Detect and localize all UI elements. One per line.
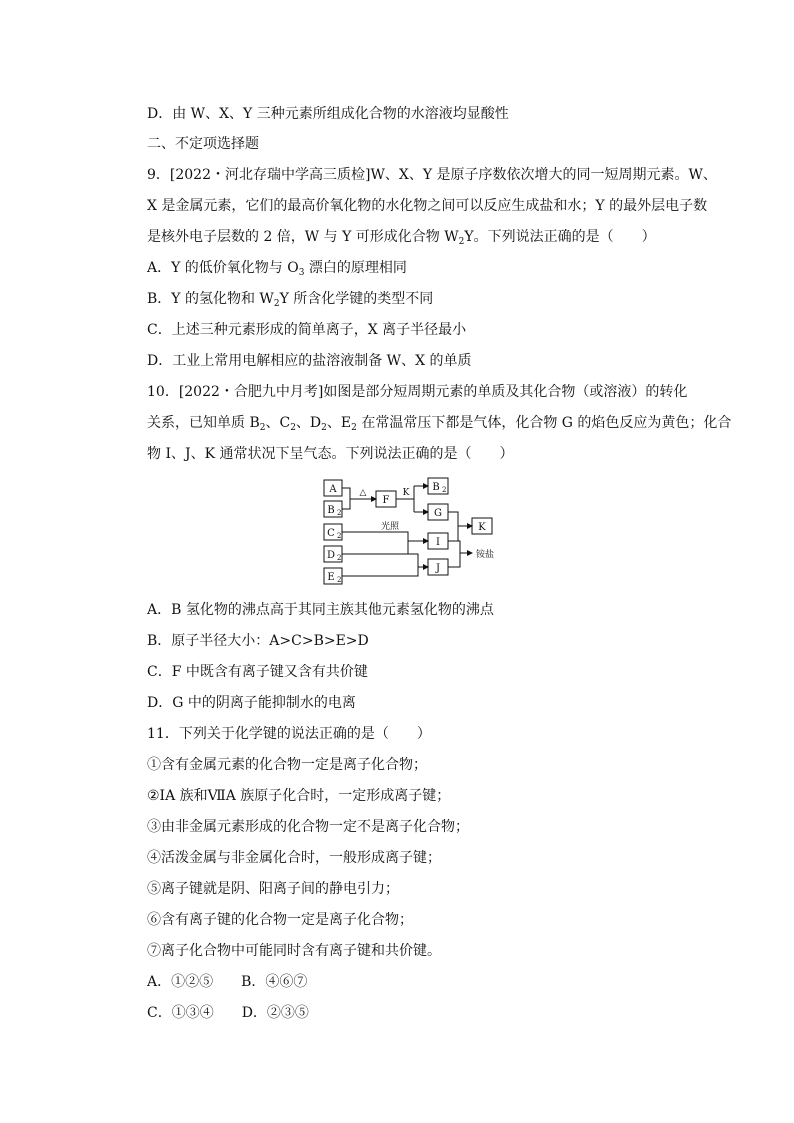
q11-stem: 11．下列关于化学键的说法正确的是（ ） bbox=[147, 726, 431, 742]
q9-option-d: D．工业上常用电解相应的盐溶液制备 W、X 的单质 bbox=[147, 353, 472, 369]
label-c2-sub: 2 bbox=[337, 532, 342, 540]
label-e2: E bbox=[327, 572, 335, 583]
label-g: G bbox=[434, 508, 442, 519]
q11-statement-4: ④活泼金属与非金属化合时，一般形成离子键； bbox=[147, 850, 441, 866]
q11-statement-5: ⑤离子键就是阴、阳离子间的静电引力； bbox=[147, 881, 399, 897]
transformation-diagram bbox=[318, 474, 508, 586]
label-a: A bbox=[329, 484, 337, 495]
label-c2: C bbox=[327, 528, 335, 539]
q11-statement-7: ⑦离子化合物中可能同时含有离子键和共价键。 bbox=[147, 943, 441, 959]
q10-option-b: B．原子半径大小：A>C>B>E>D bbox=[147, 633, 369, 649]
label-b2-sub: 2 bbox=[337, 509, 342, 517]
label-f: F bbox=[382, 495, 390, 506]
prev-option-d: D．由 W、X、Y 三种元素所组成化合物的水溶液均显酸性 bbox=[147, 106, 509, 122]
q10-stem-line2: 关系，已知单质 $B_2$、$C_2$、$D_2$、$E_2$ 在常温常压下都是气体，化合物 G 的焰色反应为黄色；化合 bbox=[147, 415, 732, 433]
q11-options-row1: A．①②⑤ B．④⑥⑦ bbox=[147, 974, 308, 990]
q10-stem-line3: 物 I、J、K 通常状况下呈气态。下列说法正确的是（ ） bbox=[147, 446, 514, 462]
q10-option-c: C．F 中既含有离子键又含有共价键 bbox=[147, 664, 368, 680]
q11-options-row2: C．①③④ D．②③⑤ bbox=[147, 1005, 309, 1021]
q11-statement-6: ⑥含有离子键的化合物一定是离子化合物； bbox=[147, 912, 413, 928]
label-d2: D bbox=[326, 550, 336, 561]
q11-statement-3: ③由非金属元素形成的化合物一定不是离子化合物； bbox=[147, 819, 469, 835]
label-b2-right: B bbox=[432, 482, 440, 493]
q9-option-b: B．Y 的氢化物和 $W_2Y$ 所含化学键的类型不同 bbox=[147, 291, 434, 309]
section-title: 二、不定项选择题 bbox=[147, 136, 259, 152]
q11-statement-1: ①含有金属元素的化合物一定是离子化合物； bbox=[147, 757, 427, 773]
label-i: I bbox=[436, 537, 440, 548]
label-e2-sub: 2 bbox=[337, 576, 342, 584]
q9-stem-line2: X 是金属元素，它们的最高价氧化物的水化物之间可以反应生成盐和水；Y 的最外层电子数 bbox=[147, 198, 708, 214]
label-b2-right-sub: 2 bbox=[442, 486, 447, 494]
q10-stem-line1: 10．[2022・合肥九中月考]如图是部分短周期元素的单质及其化合物（或溶液）的转化 bbox=[147, 384, 688, 400]
reagent-k-label: K bbox=[402, 488, 410, 498]
q10-option-d: D．G 中的阴离子能抑制水的电离 bbox=[147, 695, 356, 711]
q9-option-c: C．上述三种元素形成的简单离子，X 离子半径最小 bbox=[147, 322, 467, 338]
ammonium-salt-label: 铵盐 bbox=[476, 550, 495, 560]
q9-stem-line3: 是核外电子层数的 2 倍，W 与 Y 可形成化合物 $W_2Y$。下列说法正确的是（ ） bbox=[147, 229, 656, 247]
q11-statement-2: ②ⅠA 族和ⅦA 族原子化合时，一定形成离子键； bbox=[147, 788, 451, 804]
light-label: 光照 bbox=[380, 522, 400, 532]
heat-label: △ bbox=[359, 488, 367, 498]
label-j: J bbox=[435, 563, 441, 574]
q10-option-a: A．B 氢化物的沸点高于其同主族其他元素氢化物的沸点 bbox=[147, 602, 494, 618]
label-d2-sub: 2 bbox=[337, 554, 342, 562]
label-b2: B bbox=[327, 505, 335, 516]
q9-stem-line1: 9．[2022・河北存瑞中学高三质检]W、X、Y 是原子序数依次增大的同一短周期元素。W、 bbox=[147, 167, 717, 183]
label-k: K bbox=[478, 522, 486, 533]
q9-option-a: A．Y 的低价氧化物与 $O_3$ 漂白的原理相同 bbox=[147, 260, 407, 278]
